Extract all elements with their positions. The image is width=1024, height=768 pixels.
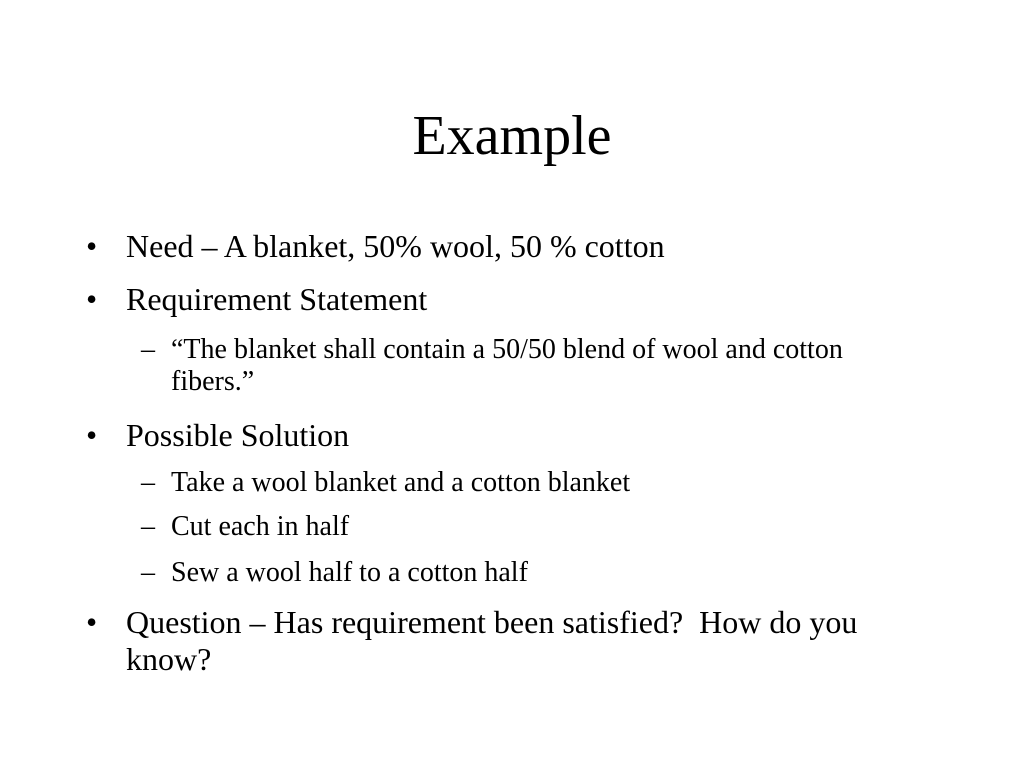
bullet-marker: • (86, 228, 98, 264)
bullet-text: Need – A blanket, 50% wool, 50 % cotton (126, 228, 665, 264)
sub-bullet-text: Sew a wool half to a cotton half (171, 557, 528, 588)
sub-bullet-marker: – (141, 557, 155, 588)
slide-title: Example (412, 105, 612, 167)
sub-bullet-marker: – (141, 467, 155, 498)
bullet-marker: • (86, 417, 98, 453)
sub-bullet-item-cut-half (141, 511, 931, 543)
bullet-item-question (86, 604, 926, 678)
bullet-text: Requirement Statement (126, 281, 428, 317)
sub-bullet-text: “The blanket shall contain a 50/50 blend of wool and cotton fibers.” (171, 334, 843, 397)
bullet-marker: • (86, 604, 98, 640)
sub-bullet-item-sew-halves (141, 557, 931, 589)
bullet-text: Possible Solution (126, 417, 350, 453)
bullet-item-requirement-statement (86, 281, 946, 318)
bullet-item-possible-solution (86, 417, 946, 454)
sub-bullet-item-requirement-quote (141, 334, 911, 398)
bullet-marker: • (86, 281, 98, 317)
sub-bullet-item-take-blankets (141, 467, 931, 499)
bullet-item-need (86, 228, 946, 265)
sub-bullet-marker: – (141, 334, 155, 365)
bullet-text: Question – Has requirement been satisfied? How do you know? (126, 604, 866, 677)
sub-bullet-marker: – (141, 511, 155, 542)
sub-bullet-text: Take a wool blanket and a cotton blanket (171, 467, 631, 498)
sub-bullet-text: Cut each in half (171, 511, 350, 542)
